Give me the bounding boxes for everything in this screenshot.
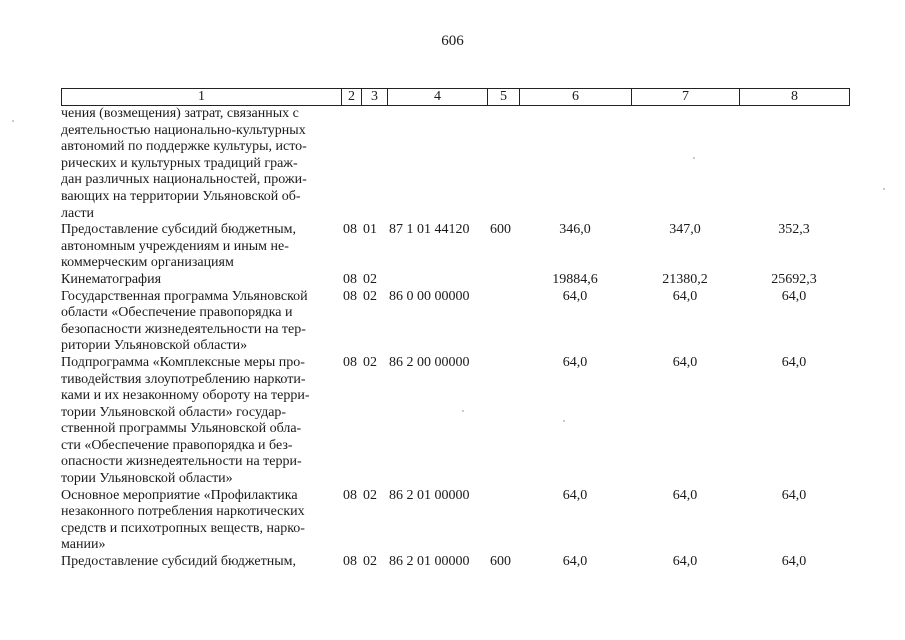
subsection-code: 02 — [363, 288, 377, 304]
amount-year-3: 25692,3 — [771, 271, 817, 287]
amount-year-3: 64,0 — [781, 288, 807, 304]
section-code: 08 — [343, 354, 357, 370]
table-row — [61, 488, 849, 554]
description-line: вающих на территории Ульяновской об- — [61, 188, 301, 204]
expense-type-code — [487, 289, 519, 355]
description-line: ритории Ульяновской области» — [61, 338, 248, 354]
description-line: тории Ульяновской области» государ- — [61, 404, 287, 420]
target-article-code: 86 2 01 00000 — [389, 487, 470, 503]
amount-year-2: 347,0 — [669, 222, 701, 238]
amount-year-2: 64,0 — [672, 554, 698, 570]
amount-year-1: 64,0 — [562, 487, 588, 503]
section-code: 08 — [343, 222, 357, 238]
subsection-code: 02 — [363, 554, 377, 570]
amount-year-3 — [739, 106, 849, 222]
expense-type-code — [487, 272, 519, 289]
amount-year-3: 64,0 — [781, 487, 807, 503]
description-line: автономий по поддержке культуры, исто- — [61, 139, 307, 155]
table-row — [61, 106, 849, 222]
description-line: автономным учреждениям и иным не- — [61, 238, 289, 254]
section-code: 08 — [343, 271, 357, 287]
target-article-code: 86 2 00 00000 — [389, 354, 470, 370]
description-line: Государственная программа Ульяновской — [61, 288, 308, 304]
amount-year-3: 64,0 — [781, 354, 807, 370]
amount-year-2: 64,0 — [672, 354, 698, 370]
description-line: ласти — [61, 205, 95, 221]
scan-speck — [12, 120, 14, 122]
column-header-row — [62, 89, 850, 106]
description-line: Кинематография — [61, 271, 162, 287]
description-line: тории Ульяновской области» — [61, 471, 233, 487]
target-article-code — [387, 272, 487, 289]
description-line: ками и их незаконному обороту на терри- — [61, 388, 310, 404]
target-article-code — [387, 106, 487, 222]
description-line: ственной программы Ульяновской обла- — [61, 421, 302, 437]
table-row — [61, 289, 849, 355]
description-line: рических и культурных традиций граж- — [61, 155, 298, 171]
page-number: 606 — [441, 33, 464, 49]
column-header-4: 4 — [388, 89, 488, 106]
amount-year-1: 346,0 — [559, 222, 591, 238]
description-line: сти «Обеспечение правопорядка и без- — [61, 437, 293, 453]
expense-type-code — [487, 355, 519, 488]
description-line: средств и психотропных веществ, нарко- — [61, 520, 305, 536]
amount-year-2: 64,0 — [672, 487, 698, 503]
expense-type-code: 600 — [490, 222, 511, 238]
amount-year-1: 64,0 — [562, 554, 588, 570]
description-line: области «Обеспечение правопорядка и — [61, 305, 293, 321]
section-code — [341, 106, 361, 222]
description-line: чения (возмещения) затрат, связанных с — [61, 106, 299, 121]
description-line: мании» — [61, 537, 106, 553]
target-article-code: 86 2 01 00000 — [389, 554, 470, 570]
amount-year-1 — [519, 106, 631, 222]
row-description — [61, 554, 341, 571]
column-header-8: 8 — [740, 89, 850, 106]
amount-year-2 — [631, 106, 739, 222]
column-header-3: 3 — [362, 89, 388, 106]
description-line: Предоставление субсидий бюджетным, — [61, 222, 297, 238]
column-header-6: 6 — [520, 89, 632, 106]
table-row — [61, 554, 849, 571]
column-header-table — [61, 88, 850, 106]
expense-type-code: 600 — [490, 554, 511, 570]
amount-year-2: 64,0 — [672, 288, 698, 304]
scan-speck — [462, 410, 464, 412]
description-line: безопасности жизнедеятельности на тер- — [61, 321, 306, 337]
amount-year-1: 64,0 — [562, 354, 588, 370]
description-line: Подпрограмма «Комплексные меры про- — [61, 354, 305, 370]
target-article-code: 86 0 00 00000 — [389, 288, 470, 304]
scan-speck — [883, 188, 885, 190]
scan-speck — [693, 157, 695, 159]
amount-year-3: 64,0 — [781, 554, 807, 570]
table-row — [61, 355, 849, 488]
amount-year-1: 19884,6 — [552, 271, 598, 287]
row-description — [61, 488, 341, 554]
description-line: Основное мероприятие «Профилактика — [61, 487, 298, 503]
section-code: 08 — [343, 288, 357, 304]
column-header-7: 7 — [632, 89, 740, 106]
description-line: опасности жизнедеятельности на терри- — [61, 454, 302, 470]
description-line: коммерческим организациям — [61, 255, 234, 271]
subsection-code: 01 — [363, 222, 377, 238]
subsection-code: 02 — [363, 487, 377, 503]
budget-table-body — [61, 106, 849, 571]
description-line: незаконного потребления наркотических — [61, 504, 305, 520]
section-code: 08 — [343, 554, 357, 570]
row-description — [61, 106, 341, 222]
table-row — [61, 272, 849, 289]
subsection-code: 02 — [363, 354, 377, 370]
scan-speck — [563, 420, 565, 422]
column-header-2: 2 — [342, 89, 362, 106]
row-description — [61, 272, 341, 289]
subsection-code: 02 — [363, 271, 377, 287]
amount-year-3: 352,3 — [778, 222, 810, 238]
column-header-1: 1 — [62, 89, 342, 106]
subsection-code — [361, 106, 387, 222]
description-line: Предоставление субсидий бюджетным, — [61, 554, 297, 570]
description-line: деятельностью национально-культурных — [61, 122, 306, 138]
section-code: 08 — [343, 487, 357, 503]
expense-type-code — [487, 488, 519, 554]
target-article-code: 87 1 01 44120 — [389, 222, 470, 238]
description-line: дан различных национальностей, прожи- — [61, 172, 307, 188]
column-header-5: 5 — [488, 89, 520, 106]
amount-year-1: 64,0 — [562, 288, 588, 304]
expense-type-code — [487, 106, 519, 222]
description-line: тиводействия злоупотреблению наркоти- — [61, 371, 306, 387]
row-description — [61, 222, 341, 272]
row-description — [61, 355, 341, 488]
table-row — [61, 222, 849, 272]
amount-year-2: 21380,2 — [662, 271, 708, 287]
row-description — [61, 289, 341, 355]
